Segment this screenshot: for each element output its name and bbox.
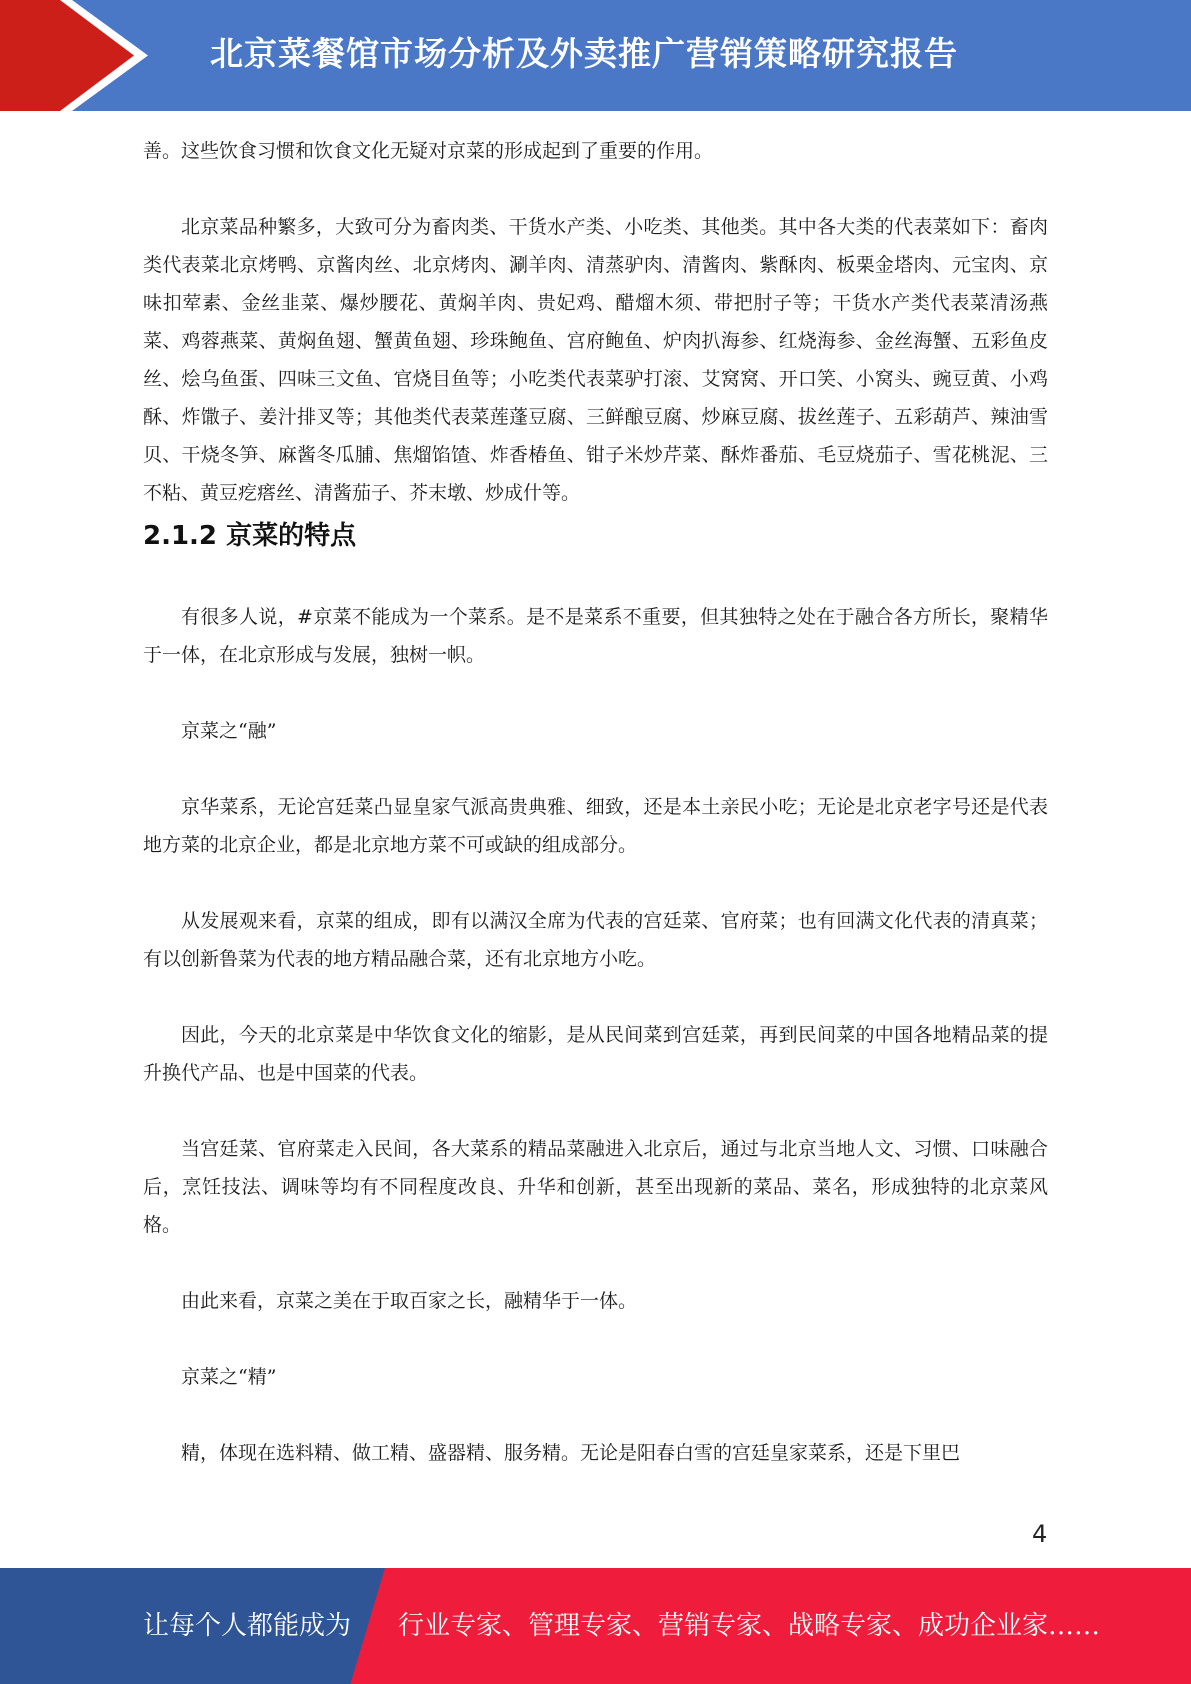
paragraph: 从发展观来看，京菜的组成，即有以满汉全席为代表的宫廷菜、官府菜；也有回满文化代表的清真菜；有以创新鲁菜为代表的地方精品融合菜，还有北京地方小吃。 [143, 910, 1048, 970]
paragraph: 由此来看，京菜之美在于取百家之长，融精华于一体。 [181, 1290, 638, 1312]
paragraph: 北京菜品种繁多，大致可分为畜肉类、干货水产类、小吃类、其他类。其中各大类的代表菜如下：畜肉类代表菜北京烤鸭、京酱肉丝、北京烤肉、涮羊肉、清蒸驴肉、清酱肉、紫酥肉、板栗金塔肉、元宝肉、京味扣荤素、金丝韭菜、爆炒腰花、黄焖羊肉、贵妃鸡、醋熘木须、带把肘子等；干货水产类代表菜清汤燕菜、鸡蓉燕菜、黄焖鱼翅、蟹黄鱼翅、珍珠鲍鱼、宫府鲍鱼、炉肉扒海参、红烧海参、金丝海蟹、五彩鱼皮丝、烩乌鱼蛋、四味三文鱼、官烧目鱼等；小吃类代表菜驴打滚、艾窝窝、开口笑、小窝头、豌豆黄、小鸡酥、炸馓子、姜汁排叉等；其他类代表菜莲蓬豆腐、三鲜酿豆腐、炒麻豆腐、拔丝莲子、五彩葫芦、辣油雪贝、干烧冬笋、麻酱冬瓜脯、焦熘馅馇、炸香椿鱼、钳子米炒芹菜、酥炸番茄、毛豆烧茄子、雪花桃泥、三不粘、黄豆疙瘩丝、清酱茄子、芥末墩、炒成什等。 [143, 216, 1048, 504]
paragraph: 精，体现在选料精、做工精、盛器精、服务精。无论是阳春白雪的宫廷皇家菜系，还是下里巴 [181, 1442, 961, 1464]
footer-slogan-right: 行业专家、管理专家、营销专家、战略专家、成功企业家…… [398, 1611, 1101, 1641]
paragraph: 当宫廷菜、官府菜走入民间，各大菜系的精品菜融进入北京后，通过与北京当地人文、习惯、口味融合后，烹饪技法、调味等均有不同程度改良、升华和创新，甚至出现新的菜品、菜名，形成独特的北京菜风格。 [143, 1138, 1048, 1236]
subheading-paragraph: 京菜之“精” [181, 1366, 277, 1388]
paragraph: 有很多人说，#京菜不能成为一个菜系。是不是菜系不重要，但其独特之处在于融合各方所长，聚精华于一体，在北京形成与发展，独树一帜。 [143, 606, 1048, 666]
page-header [0, 0, 1191, 111]
chevron-logo-icon [0, 0, 150, 111]
page-footer [0, 1568, 1191, 1684]
page-number: 4 [1032, 1520, 1048, 1548]
page-content [143, 132, 1048, 1472]
footer-slogan-left: 让每个人都能成为 [143, 1611, 352, 1641]
paragraph: 善。这些饮食习惯和饮食文化无疑对京菜的形成起到了重要的作用。 [143, 140, 714, 162]
report-title: 北京菜餐馆市场分析及外卖推广营销策略研究报告 [210, 34, 958, 73]
section-heading: 2.1.2 京菜的特点 [143, 521, 357, 551]
subheading-paragraph: 京菜之“融” [181, 720, 277, 742]
paragraph: 因此，今天的北京菜是中华饮食文化的缩影，是从民间菜到宫廷菜，再到民间菜的中国各地精品菜的提升换代产品、也是中国菜的代表。 [143, 1024, 1048, 1084]
paragraph: 京华菜系，无论宫廷菜凸显皇家气派高贵典雅、细致，还是本土亲民小吃；无论是北京老字号还是代表地方菜的北京企业，都是北京地方菜不可或缺的组成部分。 [143, 796, 1048, 856]
